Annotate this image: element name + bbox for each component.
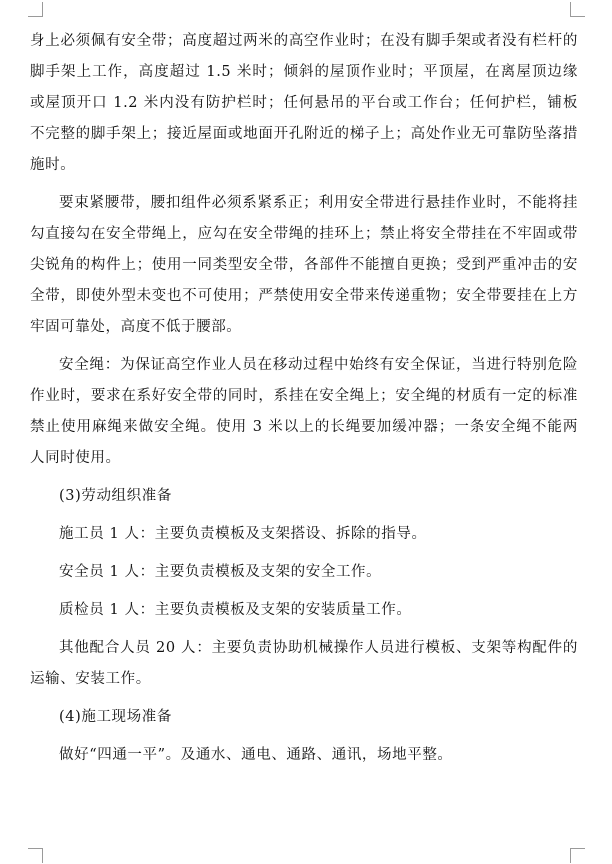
list-item-constructor: 施工员 1 人：主要负责模板及支架搭设、拆除的指导。 bbox=[59, 526, 427, 542]
page-corner-mark-top-left bbox=[28, 2, 43, 17]
page-corner-mark-bottom-right bbox=[570, 848, 585, 863]
page-corner-mark-top-right bbox=[570, 2, 585, 17]
paragraph-safety-rope: 安全绳：为保证高空作业人员在移动过程中始终有安全保证，当进行特别危险作业时，要求在系好安全带的同时，系挂在安全绳上；安全绳的材质有一定的标准禁止使用麻绳来做安全绳。使用 3 米以上的长绳要加缓冲器；一条安全绳不能两人同时使用。 bbox=[30, 357, 578, 466]
paragraph-four-connections: 做好“四通一平”。及通水、通电、通路、通讯，场地平整。 bbox=[59, 747, 453, 763]
heading-labor-organization: (3)劳动组织准备 bbox=[59, 488, 172, 504]
paragraph-safety-belt-conditions: 身上必须佩有安全带；高度超过两米的高空作业时；在没有脚手架或者没有栏杆的脚手架上工作，高度超过 1.5 米时；倾斜的屋顶作业时；平顶屋，在离屋顶边缘或屋顶开口 1.2 米内没有防护栏时；任何悬吊的平台或工作台；任何护栏，铺板不完整的脚手架上；接近屋面或地面开孔附近的梯子上；高处作业无可靠防坠落措施时。 bbox=[30, 33, 578, 173]
list-item-quality-inspector: 质检员 1 人：主要负责模板及支架的安装质量工作。 bbox=[59, 602, 412, 618]
paragraph-safety-belt-usage: 要束紧腰带，腰扣组件必须系紧系正；利用安全带进行悬挂作业时，不能将挂勾直接勾在安全带绳上，应勾在安全带绳的挂环上；禁止将安全带挂在不牢固或带尖锐角的构件上；使用一同类型安全带，各部件不能擅自更换；受到严重冲击的安全带，即使外型未变也不可使用；严禁使用安全带来传递重物；安全带要挂在上方牢固可靠处，高度不低于腰部。 bbox=[30, 195, 578, 335]
list-item-safety-officer: 安全员 1 人：主要负责模板及支架的安全工作。 bbox=[59, 564, 382, 580]
document-body bbox=[30, 26, 578, 778]
heading-site-preparation: (4)施工现场准备 bbox=[59, 709, 172, 725]
page-corner-mark-bottom-left bbox=[28, 848, 43, 863]
list-item-other-staff: 其他配合人员 20 人：主要负责协助机械操作人员进行模板、支架等构配件的运输、安装工作。 bbox=[30, 640, 578, 687]
